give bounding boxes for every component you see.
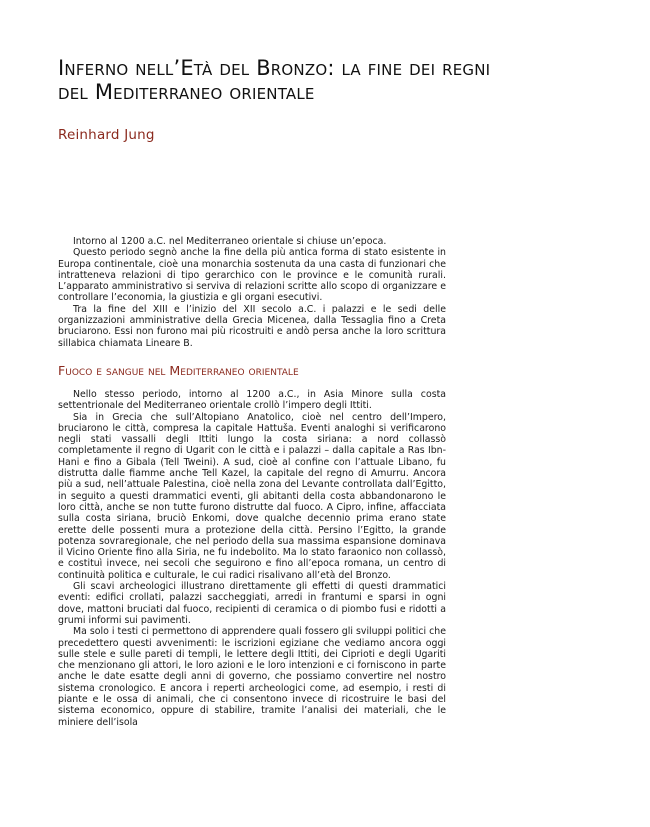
article-author: Reinhard Jung xyxy=(58,127,155,143)
article-body xyxy=(58,236,446,728)
article-title xyxy=(58,56,598,104)
intro-paragraph-2: Questo periodo segnò anche la fine della più antica forma di stato esistente in Europa continentale, cioè una monarchia sostenuta da una casta di funzionari che intratteneva relazioni di tipo gerarchico con le province e le comunità rurali. L’apparato amministrativo si serviva di relazioni scritte allo scopo di organizzare e controllare l’economia, la giustizia e gli organi esecutivi. xyxy=(58,247,446,304)
article-title-line-1: Inferno nell’Età del Bronzo: la fine dei regni xyxy=(58,56,491,80)
section-paragraph-1: Nello stesso periodo, intorno al 1200 a.C., in Asia Minore sulla costa settentrionale del Mediterraneo orientale crollò l’impero degli Ittiti. xyxy=(58,388,446,412)
intro-paragraph-1: Intorno al 1200 a.C. nel Mediterraneo orientale si chiuse un’epoca. xyxy=(73,236,387,247)
section-paragraph-2: Sia in Grecia che sull’Altopiano Anatolico, cioè nel centro dell’Impero, bruciarono le città, compresa la capitale Hattuša. Eventi analoghi si verificarono negli stati vassalli degli Ittiti lungo la costa siriana: a nord collassò completamente il regno di Ugarit con le città e i palazzi – dalla capitale a Ras Ibn-Hani e fino a Gibala (Tell Tweini). A sud, cioè al confine con l’attuale Libano, fu distrutta dalle fiamme anche Tell Kazel, la capitale del regno di Amurru. Ancora più a sud, nell’attuale Palestina, cioè nella zona del Levante controllata dall’Egitto, in seguito a questi drammatici eventi, gli abitanti della costa abbandonarono le loro città, anche se non tutte furono distrutte dal fuoco. A Cipro, infine, affacciata sulla costa siriana, bruciò Enkomi, dove qualche decennio prima erano state erette delle possenti mura a protezione della città. Persino l’Egitto, la grande potenza sovraregionale, che nel periodo della sua massima espansione dominava il Vicino Oriente fino alla Siria, ne fu indebolito. Ma lo stato faraonico non collassò, e costituì invece, nei secoli che seguirono e fino all’epoca romana, un centro di continuità politica e culturale, le cui radici risalivano all’età del Bronzo. xyxy=(58,411,446,581)
section-paragraph-4: Ma solo i testi ci permettono di apprendere quali fossero gli sviluppi politici che precedettero questi avvenimenti: le iscrizioni egiziane che vediamo ancora oggi sulle stele e sulle pareti di templi, le lettere degli Ittiti, dei Ciprioti e degli Ugariti che menzionano gli attori, le loro azioni e le loro intenzioni e ci forniscono in parte anche le date esatte degli anni di governo, che possiamo convertire nel nostro sistema cronologico. E ancora i reperti archeologici come, ad esempio, i resti di piante e le ossa di animali, che ci consentono invece di ricostruire le basi del sistema economico, oppure di stabilire, tramite l’analisi dei materiali, che le miniere dell’isola xyxy=(58,626,446,728)
article-title-line-2: del Mediterraneo orientale xyxy=(58,80,315,104)
intro-paragraph-3: Tra la fine del XIII e l’inizio del XII secolo a.C. i palazzi e le sedi delle organizzazioni amministrative della Grecia Micenea, dalla Tessaglia fino a Creta bruciarono. Essi non furono mai più ricostruiti e andò persa anche la loro scrittura sillabica chiamata Lineare B. xyxy=(58,303,446,349)
section-paragraph-3: Gli scavi archeologici illustrano direttamente gli effetti di questi drammatici eventi: edifici crollati, palazzi saccheggiati, arredi in frantumi e sparsi in ogni dove, mattoni bruciati dal fuoco, recipienti di ceramica o di piombo fusi e ridotti a grumi informi sui pavimenti. xyxy=(58,581,446,626)
section-heading: Fuoco e sangue nel Mediterraneo orientale xyxy=(58,362,299,378)
